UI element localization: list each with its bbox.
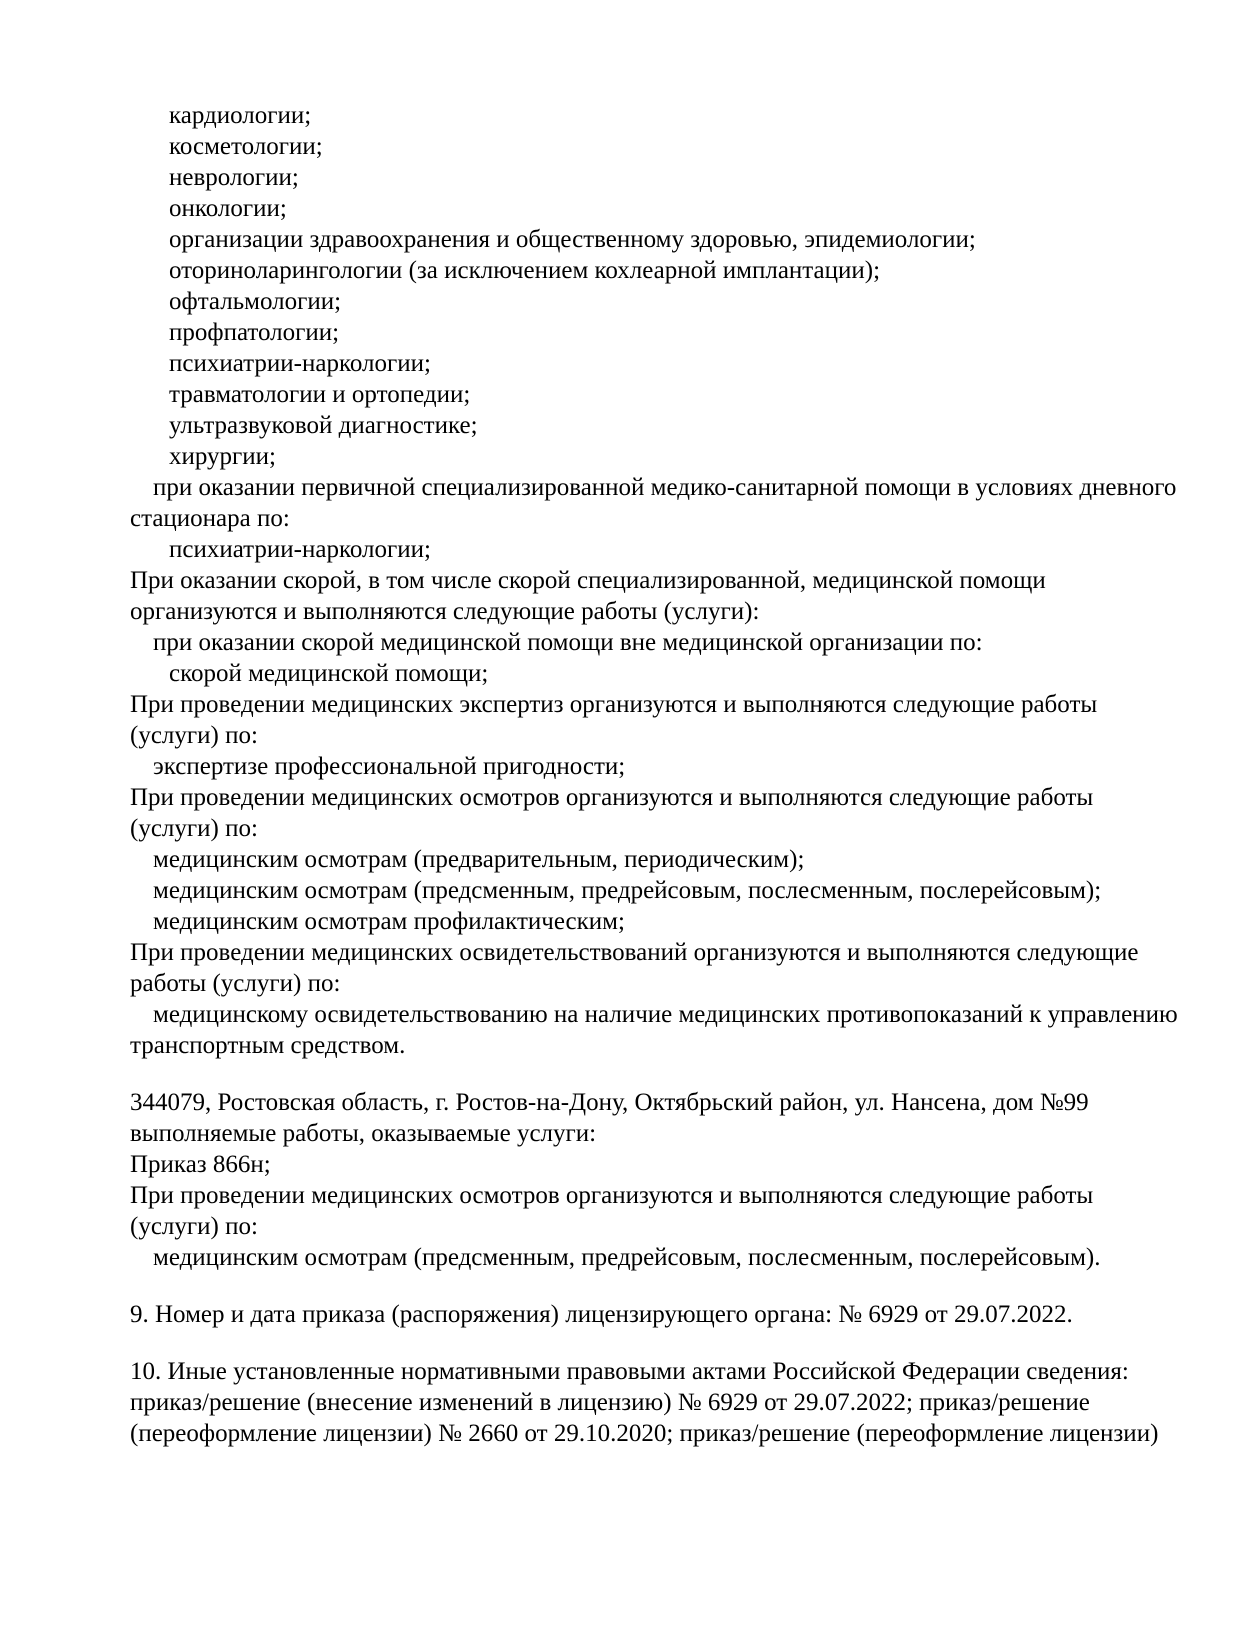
document-line: онкологии; (169, 195, 287, 222)
document-line: организации здравоохранения и общественному здоровью, эпидемиологии; (169, 226, 976, 253)
document-line: психиатрии-наркологии; (169, 536, 431, 563)
document-line: хирургии; (169, 443, 277, 470)
document-line: При проведении медицинских осмотров организуются и выполняются следующие работы (130, 784, 1094, 811)
document-line: медицинскому освидетельствованию на наличие медицинских противопоказаний к управлению (153, 1001, 1178, 1028)
document-line: (услуги) по: (130, 722, 258, 749)
document-line: профпатологии; (169, 319, 340, 346)
blank-line (130, 1061, 1120, 1087)
document-line: выполняемые работы, оказываемые услуги: (130, 1120, 597, 1147)
document-line: ультразвуковой диагностике; (169, 412, 478, 439)
document-line: оториноларингологии (за исключением кохлеарной имплантации); (169, 257, 881, 284)
document-line: офтальмологии; (169, 288, 342, 315)
document-line: кардиологии; (169, 102, 312, 129)
blank-line (130, 1273, 1120, 1299)
document-line: 344079, Ростовская область, г. Ростов-на-Дону, Октябрьский район, ул. Нансена, дом №99 (130, 1089, 1089, 1116)
document-line: работы (услуги) по: (130, 970, 341, 997)
document-line: неврологии; (169, 164, 299, 191)
document-line: косметологии; (169, 133, 323, 160)
document-line: (переоформление лицензии) № 2660 от 29.10.2020; приказ/решение (переоформление лицензии) (130, 1420, 1159, 1447)
document-line: 9. Номер и дата приказа (распоряжения) лицензирующего органа: № 6929 от 29.07.2022. (130, 1301, 1073, 1328)
document-line: При проведении медицинских освидетельствований организуются и выполняются следующие (130, 939, 1139, 966)
document-line: При проведении медицинских экспертиз организуются и выполняются следующие работы (130, 691, 1098, 718)
document-line: скорой медицинской помощи; (169, 660, 489, 687)
document-line: медицинским осмотрам (предсменным, предрейсовым, послесменным, послерейсовым). (153, 1244, 1101, 1271)
document-line: При оказании скорой, в том числе скорой специализированной, медицинской помощи (130, 567, 1046, 594)
document-line: 10. Иные установленные нормативными правовыми актами Российской Федерации сведения: (130, 1358, 1129, 1385)
document-line: транспортным средством. (130, 1032, 406, 1059)
document-line: медицинским осмотрам (предсменным, предрейсовым, послесменным, послерейсовым); (153, 877, 1102, 904)
document-line: стационара по: (130, 505, 290, 532)
document-line: организуются и выполняются следующие работы (услуги): (130, 598, 760, 625)
document-line: (услуги) по: (130, 815, 258, 842)
blank-line (130, 1330, 1120, 1356)
document-line: экспертизе профессиональной пригодности; (153, 753, 626, 780)
document-line: При проведении медицинских осмотров организуются и выполняются следующие работы (130, 1182, 1094, 1209)
document-line: медицинским осмотрам (предварительным, периодическим); (153, 846, 805, 873)
document-line: медицинским осмотрам профилактическим; (153, 908, 625, 935)
document-text-block (130, 100, 1178, 1449)
document-line: при оказании первичной специализированной медико-санитарной помощи в условиях дневного (153, 474, 1177, 501)
document-line: Приказ 866н; (130, 1151, 271, 1178)
document-line: травматологии и ортопедии; (169, 381, 471, 408)
document-line: при оказании скорой медицинской помощи вне медицинской организации по: (153, 629, 983, 656)
document-line: (услуги) по: (130, 1213, 258, 1240)
document-line: психиатрии-наркологии; (169, 350, 431, 377)
document-line: приказ/решение (внесение изменений в лицензию) № 6929 от 29.07.2022; приказ/решение (130, 1389, 1090, 1416)
